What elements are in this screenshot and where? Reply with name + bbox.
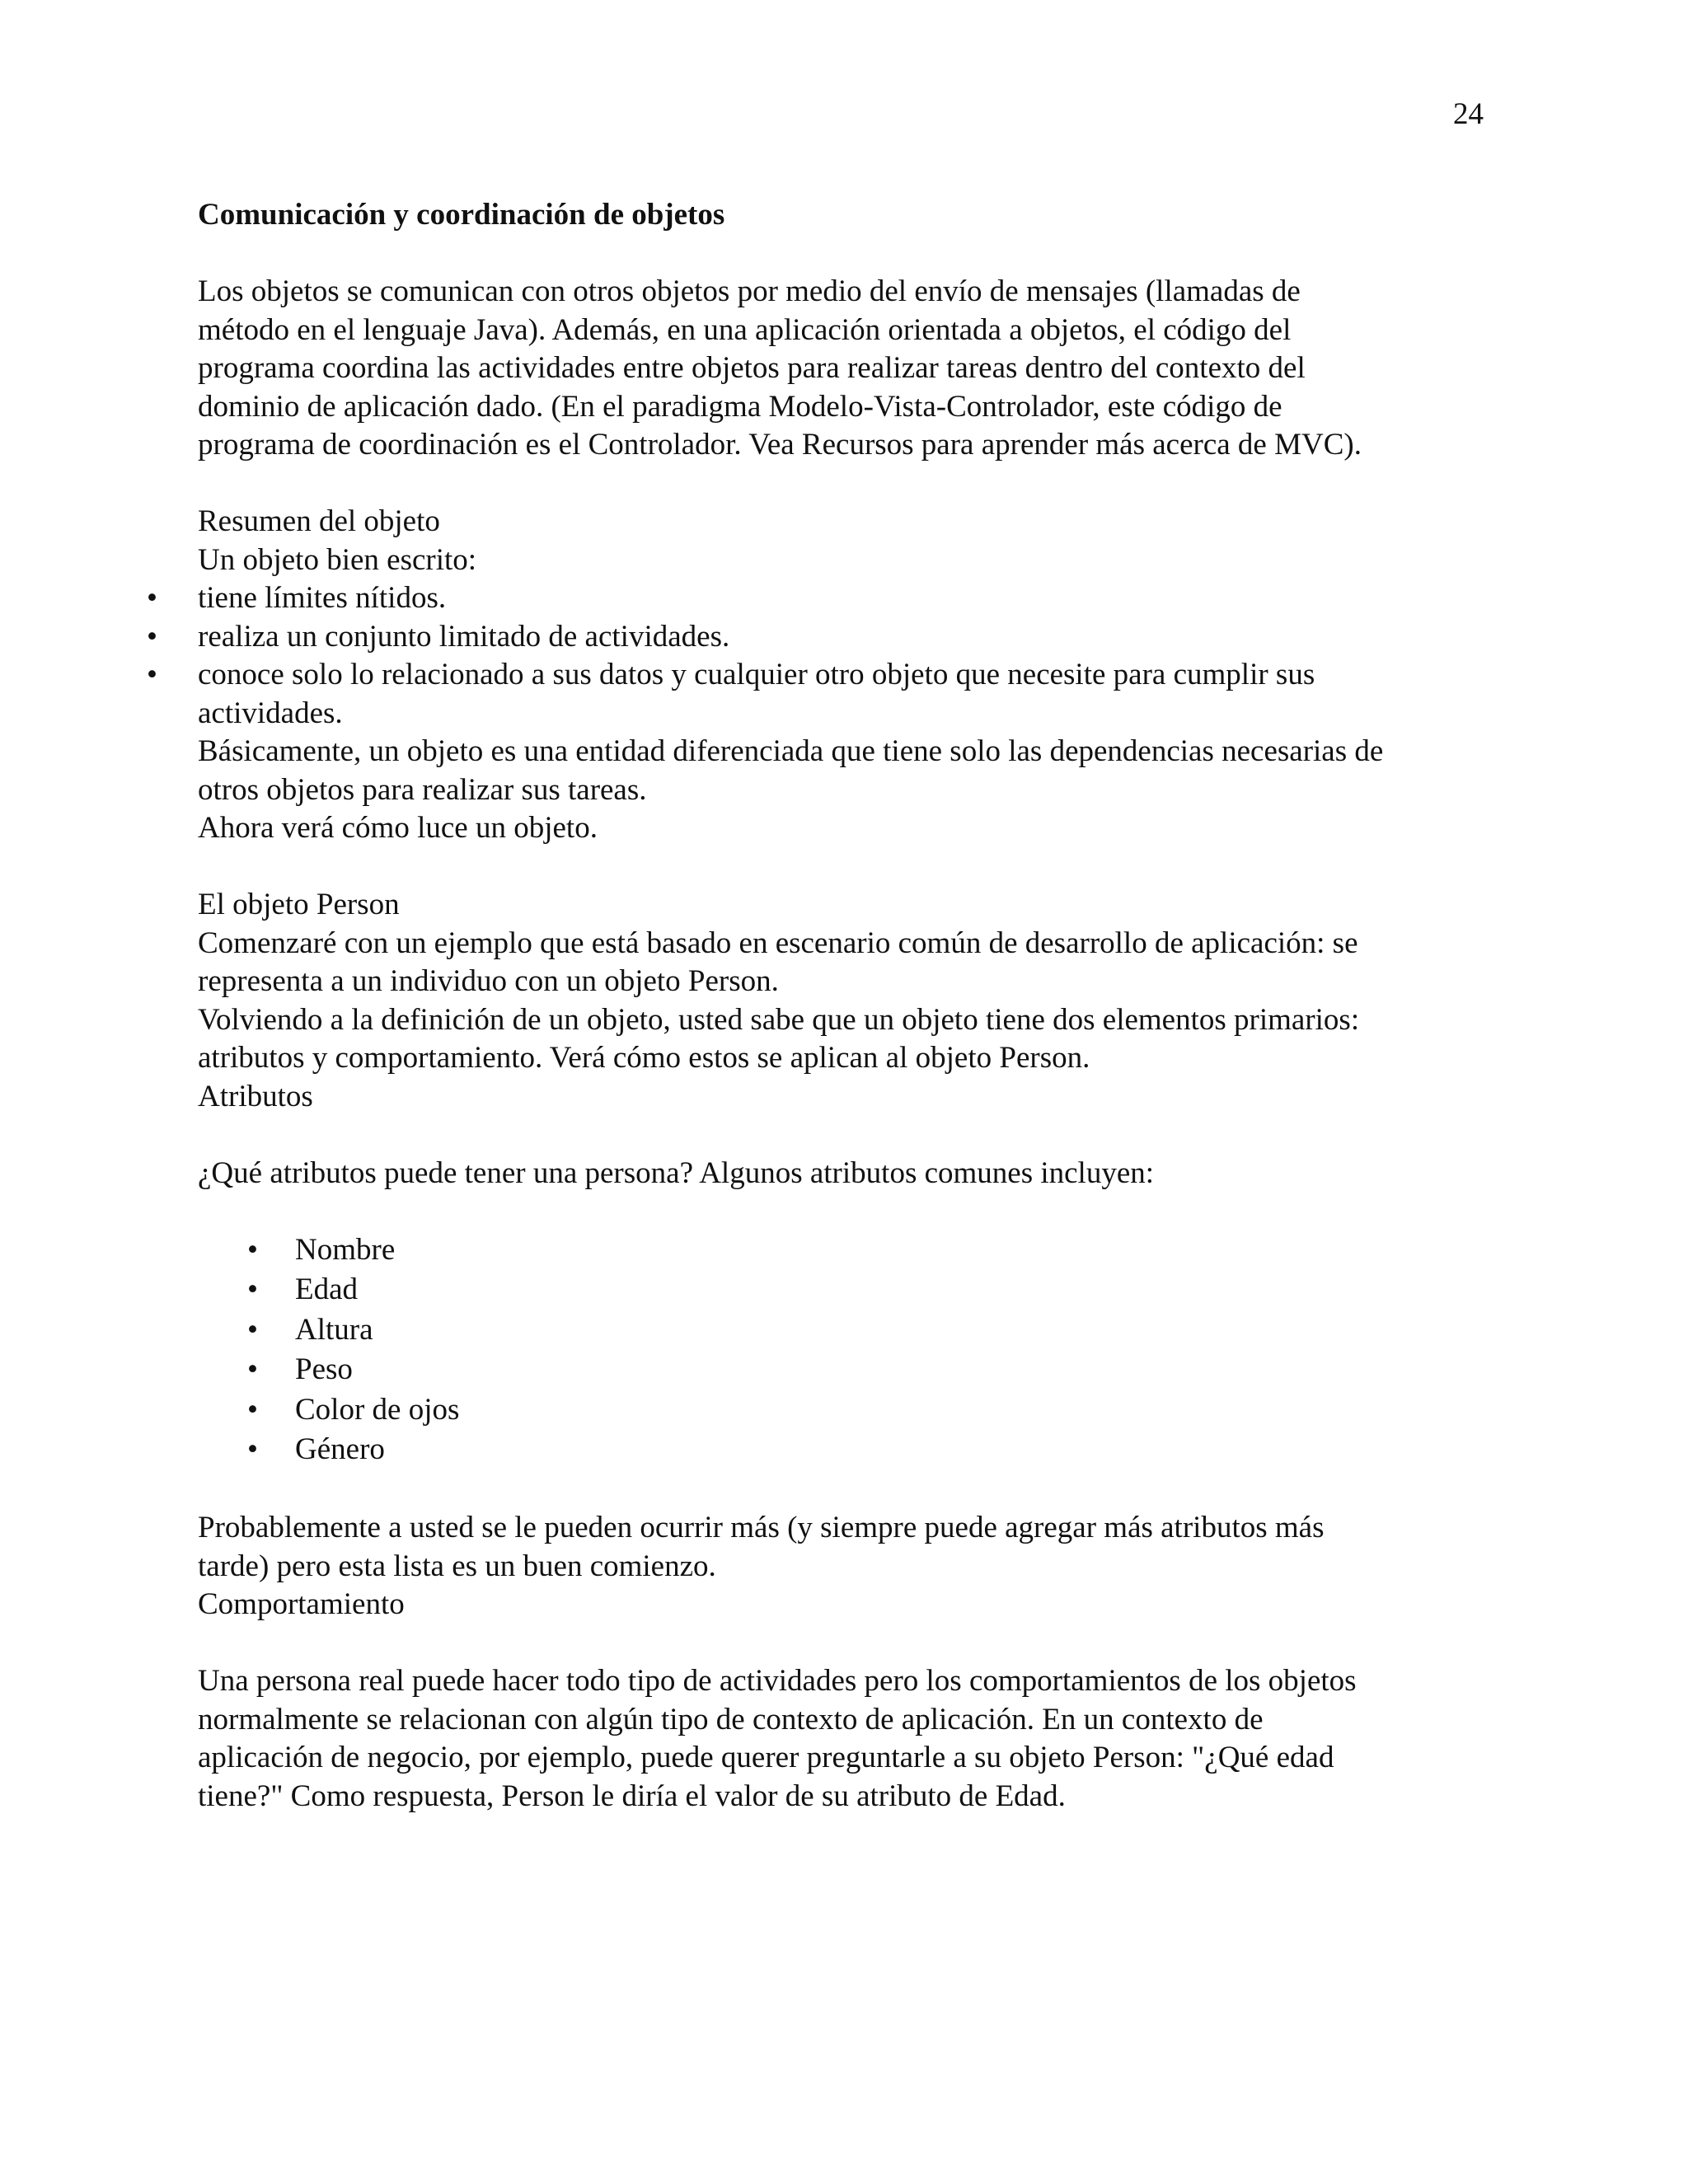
text-line: tiene?" Como respuesta, Person le diría el valor de su atributo de Edad. — [198, 1779, 1066, 1813]
text-line: Una persona real puede hacer todo tipo de actividades pero los comportamientos de los objetos — [198, 1664, 1357, 1698]
person-title: El objeto Person — [198, 888, 400, 921]
list-item — [247, 1271, 1484, 1311]
bullet-icon: • — [147, 619, 157, 654]
text-line: representa a un individuo con un objeto Person. — [198, 964, 779, 998]
text-line: Básicamente, un objeto es una entidad diferenciada que tiene solo las dependencias necesarias de — [198, 734, 1384, 768]
bullet-icon: • — [247, 1392, 258, 1427]
attributes-question: ¿Qué atributos puede tener una persona? Algunos atributos comunes incluyen: — [198, 1155, 1155, 1190]
list-item — [247, 1311, 1484, 1352]
list-item — [147, 579, 1484, 618]
list-item — [147, 656, 1484, 733]
text-line: tarde) pero esta lista es un buen comienzo. — [198, 1549, 716, 1583]
text-line: actividades. — [198, 696, 343, 730]
text-line: atributos y comportamiento. Verá cómo estos se aplican al objeto Person. — [198, 1041, 1090, 1075]
bullet-icon: • — [247, 1312, 258, 1347]
bullet-icon: • — [247, 1232, 258, 1267]
attribute-name: Altura — [295, 1312, 373, 1347]
text-line: Volviendo a la definición de un objeto, usted sabe que un objeto tiene dos elementos primarios: — [198, 1002, 1360, 1037]
text-line: Los objetos se comunican con otros objetos por medio del envío de mensajes (llamadas de — [198, 274, 1301, 308]
text-line: método en el lenguaje Java). Además, en una aplicación orientada a objetos, el código del — [198, 312, 1292, 347]
list-item — [247, 1351, 1484, 1391]
text-line: conoce solo lo relacionado a sus datos y cualquier otro objeto que necesite para cumplir sus — [198, 658, 1315, 691]
text-line: Ahora verá cómo luce un objeto. — [198, 811, 598, 845]
page-number: 24 — [1453, 97, 1484, 131]
bullet-icon: • — [247, 1272, 258, 1306]
attributes-section — [198, 1155, 1484, 1624]
list-item — [247, 1431, 1484, 1471]
summary-bullet-list — [147, 579, 1484, 733]
text-line: programa de coordinación es el Controlador. Vea Recursos para aprender más acerca de MVC). — [198, 428, 1362, 462]
person-section — [198, 886, 1484, 1116]
summary-title: Resumen del objeto — [198, 504, 440, 538]
text-line: aplicación de negocio, por ejemplo, puede querer preguntarle a su objeto Person: "¿Qué edad — [198, 1741, 1334, 1774]
bullet-icon: • — [147, 581, 157, 615]
attribute-name: Edad — [295, 1272, 359, 1306]
behavior-subheading: Comportamiento — [198, 1587, 405, 1621]
section-heading: Comunicación y coordinación de objetos — [198, 198, 725, 232]
text-line: programa coordina las actividades entre objetos para realizar tareas dentro del contexto del — [198, 351, 1306, 385]
bullet-icon: • — [247, 1432, 258, 1466]
text-line: tiene límites nítidos. — [198, 581, 447, 615]
text-line: Comenzaré con un ejemplo que está basado en escenario común de desarrollo de aplicación: se — [198, 926, 1358, 960]
attribute-name: Género — [295, 1432, 385, 1466]
list-item — [247, 1231, 1484, 1272]
behavior-paragraph — [198, 1662, 1484, 1816]
attributes-list — [247, 1231, 1484, 1471]
attributes-subheading: Atributos — [198, 1079, 313, 1113]
attribute-name: Peso — [295, 1352, 353, 1386]
text-line: Probablemente a usted se le pueden ocurrir más (y siempre puede agregar más atributos más — [198, 1511, 1325, 1544]
document-body — [147, 196, 1484, 1816]
attribute-name: Nombre — [295, 1232, 396, 1267]
text-line: normalmente se relacionan con algún tipo de contexto de aplicación. En un contexto de — [198, 1702, 1264, 1736]
text-line: dominio de aplicación dado. (En el paradigma Modelo-Vista-Controlador, este código de — [198, 389, 1282, 424]
text-line: realiza un conjunto limitado de actividades. — [198, 619, 730, 654]
text-line: otros objetos para realizar sus tareas. — [198, 772, 647, 807]
list-item — [147, 618, 1484, 657]
bullet-icon: • — [147, 658, 157, 691]
bullet-icon: • — [247, 1352, 258, 1386]
summary-section — [147, 503, 1484, 848]
intro-paragraph — [198, 273, 1484, 465]
summary-lead: Un objeto bien escrito: — [198, 542, 477, 577]
list-item — [247, 1391, 1484, 1432]
attribute-name: Color de ojos — [295, 1392, 460, 1427]
